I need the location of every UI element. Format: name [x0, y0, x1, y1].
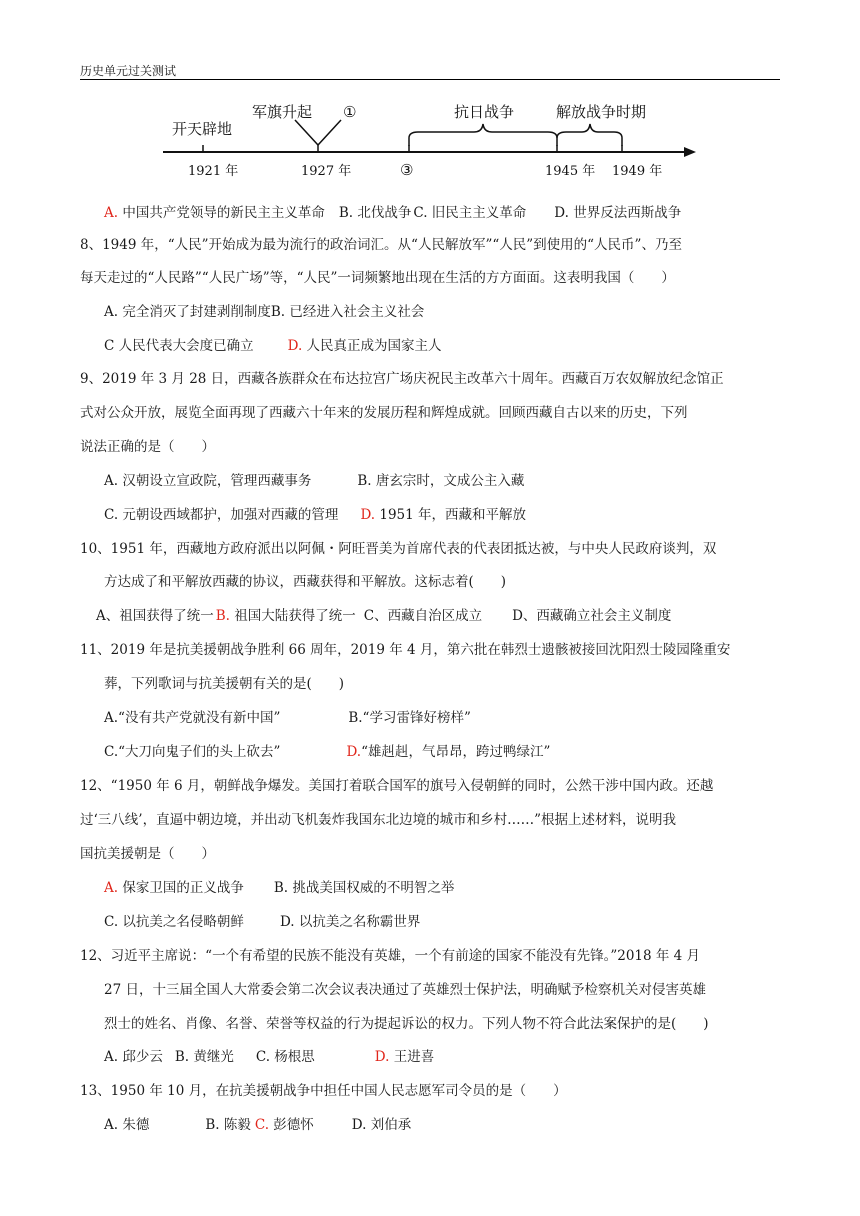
q13-optD: D. 刘伯承 — [351, 1117, 412, 1133]
q11-options-ab — [104, 708, 471, 728]
q8-line1: 8、1949 年，“人民”开始成为最为流行的政治词汇。从“人民解放军”“人民”到使用的“人民币”、乃至 — [80, 237, 682, 253]
q13-options — [104, 1115, 411, 1135]
timeline-diagram — [0, 90, 860, 190]
q9-line1: 9、2019 年 3 月 28 日，西藏各族群众在布达拉宫广场庆祝民主改革六十周年。西藏百万农奴解放纪念馆正 — [80, 371, 724, 387]
label-circle1: ① — [343, 103, 357, 121]
q10-line1: 10、1951 年，西藏地方政府派出以阿佩・阿旺晋美为首席代表的代表团抵达被，与中央人民政府谈判，双 — [80, 541, 717, 557]
q12a-options-ab — [104, 878, 454, 898]
label-circle3: ③ — [400, 161, 414, 179]
q12a-optA-letter: A. — [104, 880, 119, 896]
q8-optB: B. 已经进入社会主义社会 — [270, 304, 425, 320]
q10-optB-text: 祖国大陆获得了统一 — [229, 608, 356, 624]
q12a-optC: C. 以抗美之名侵略朝鲜 — [104, 914, 244, 930]
q9-line2: 式对公众开放，展览全面再现了西藏六十年来的发展历程和辉煌成就。回顾西藏自古以来的历史，下列 — [80, 405, 688, 421]
q12a-optA-text: 保家卫国的正义战争 — [118, 880, 244, 896]
q10-optD: D、西藏确立社会主义制度 — [512, 608, 672, 624]
q8-optD-letter: D. — [287, 338, 303, 354]
q8-line2: 每天走过的“人民路”“人民广场”等，“人民”一词频繁地出现在生活的方方面面。这表明我国（ ） — [80, 270, 675, 286]
q8-optC: C 人民代表大会度已确立 — [104, 338, 254, 354]
q12b-optB: B. 黄继光 — [174, 1049, 234, 1065]
q12a-options-cd — [104, 912, 420, 932]
q7-optA-letter: A. — [104, 205, 119, 221]
q10-options — [96, 606, 671, 626]
brace-kangri — [409, 124, 557, 146]
q11-options-cd — [104, 742, 550, 762]
q9-line3: 说法正确的是（ ） — [80, 439, 215, 455]
q7-optD: D. 世界反法西斯战争 — [554, 205, 682, 221]
q11-line1: 11、2019 年是抗美援朝战争胜利 66 周年，2019 年 4 月，第六批在韩烈士遗骸被接回沈阳烈士陵园隆重安 — [80, 642, 731, 658]
year-1945: 1945 年 — [545, 164, 596, 179]
label-jiefang: 解放战争时期 — [556, 103, 647, 121]
q11-optB: B.“学习雷锋好榜样” — [348, 710, 471, 726]
q12b-options — [104, 1047, 434, 1067]
q9-optD-letter: D. — [360, 507, 376, 523]
q12b-line1: 12、习近平主席说：“一个有希望的民族不能没有英雄，一个有前途的国家不能没有先锋。”2018 年 4 月 — [80, 948, 701, 964]
q12a-line1: 12、“1950 年 6 月，朝鲜战争爆发。美国打着联合国军的旗号入侵朝鲜的同时，公然干涉中国内政。还越 — [80, 778, 714, 794]
q11-line2: 葬，下列歌词与抗美援朝有关的是( ) — [104, 676, 345, 692]
q10-optC: C、西藏自治区成立 — [363, 608, 483, 624]
q9-optA: A. 汉朝设立宣政院，管理西藏事务 — [104, 473, 312, 489]
q8-optA: A. 完全消灭了封建剥削制度 — [104, 304, 271, 320]
q9-options-ab — [104, 471, 524, 491]
q9-optC: C. 元朝设西域都护，加强对西藏的管理 — [104, 507, 339, 523]
q12b-optC: C. 杨根思 — [255, 1049, 315, 1065]
q13-optC-letter: C. — [254, 1117, 269, 1133]
q13-line1: 13、1950 年 10 月，在抗美援朝战争中担任中国人民志愿军司令员的是（ ） — [80, 1083, 567, 1099]
q11-optA: A.“没有共产党就没有新中国” — [104, 710, 281, 726]
label-junqi: 军旗升起 — [252, 103, 313, 121]
header-title: 历史单元过关测试 — [80, 64, 177, 78]
q13-optB: B. 陈毅 — [205, 1117, 251, 1133]
q12b-optD-text: 王进喜 — [389, 1049, 435, 1065]
timeline-arrowhead — [684, 147, 696, 157]
q13-optA: A. 朱德 — [104, 1117, 150, 1133]
q12b-optD-letter: D. — [374, 1049, 390, 1065]
q12a-line3: 国抗美援朝是（ ） — [80, 846, 215, 862]
q12b-line2: 27 日，十三届全国人大常委会第二次会议表决通过了英雄烈士保护法，明确赋予检察机关对侵害英雄 — [104, 982, 706, 998]
q7-optA-text: 中国共产党领导的新民主主义革命 — [118, 205, 325, 221]
v-connector — [295, 120, 341, 145]
q8-options-ab — [104, 302, 424, 322]
q11-optD-letter: D. — [346, 744, 362, 760]
q12a-optB: B. 挑战美国权威的不明智之举 — [273, 880, 455, 896]
q13-optC-text: 彭德怀 — [269, 1117, 314, 1133]
q8-optD-text: 人民真正成为国家主人 — [302, 338, 442, 354]
brace-jiefang — [557, 124, 622, 146]
q10-optB-letter: B. — [215, 608, 230, 624]
q8-options-cd — [104, 336, 442, 356]
header-divider — [80, 79, 780, 80]
year-1949: 1949 年 — [612, 164, 663, 179]
q12a-line2: 过‘三八线’，直逼中朝边境，并出动飞机轰炸我国东北边境的城市和乡村……”根据上述材料，说明我 — [80, 812, 676, 828]
q9-optD-text: 1951 年，西藏和平解放 — [375, 507, 527, 523]
q7-options — [104, 203, 681, 223]
label-kaitian: 开天辟地 — [172, 120, 233, 138]
q7-optB: B. 北伐战争 — [338, 205, 412, 221]
q9-optB: B. 唐玄宗时，文成公主入藏 — [357, 473, 525, 489]
year-1927: 1927 年 — [301, 164, 352, 179]
q11-optC: C.“大刀向鬼子们的头上砍去” — [104, 744, 281, 760]
q11-optD-text: “雄赳赳，气昂昂，跨过鸭绿江” — [361, 744, 551, 760]
q9-options-cd — [104, 505, 526, 525]
label-kangri: 抗日战争 — [454, 103, 515, 121]
q7-optC: C. 旧民主主义革命 — [413, 205, 527, 221]
year-1921: 1921 年 — [188, 164, 239, 179]
q12a-optD: D. 以抗美之名称霸世界 — [279, 914, 421, 930]
q12b-optA: A. 邱少云 — [104, 1049, 163, 1065]
q10-line2: 方达成了和平解放西藏的协议，西藏获得和平解放。这标志着( ) — [104, 574, 507, 590]
q10-optA: A、祖国获得了统一 — [96, 608, 214, 624]
q12b-line3: 烈士的姓名、肖像、名誉、荣誉等权益的行为提起诉讼的权力。下列人物不符合此法案保护的是( ) — [104, 1016, 709, 1032]
